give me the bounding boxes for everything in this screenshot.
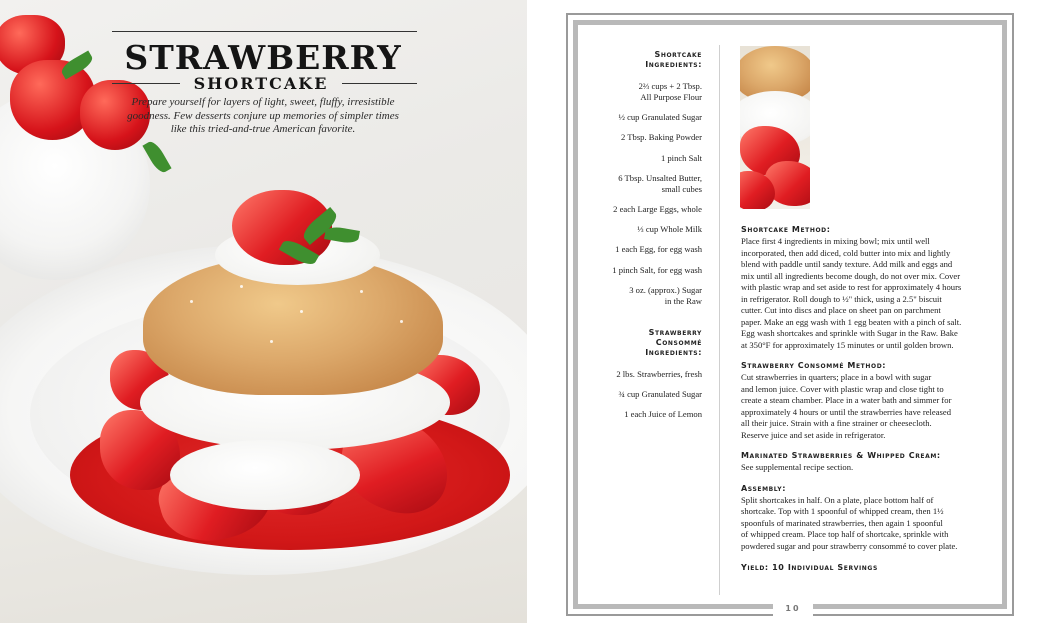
method-line: approximately 4 hours or until the strawberries have released [741,406,951,417]
method-heading: Strawberry Consommé Method: [741,361,887,370]
method-line: cutter. Cut into discs and place on sheet pan on parchment [741,305,941,315]
ingredient-item [585,285,702,307]
method-line: of whipped cream. Place top half of shortcake, sprinkle with [741,529,949,539]
ingredient-item [585,265,702,276]
sugar-dust [270,340,273,343]
subtitle-left-rule [112,83,180,84]
method-line: See supplemental recipe section. [741,462,854,472]
method-line: mix until all ingredients become dough, do not over mix. Cover [741,270,961,281]
method-line: powdered sugar and pour strawberry consommé to cover plate. [741,540,958,551]
page-number: 10 [773,602,813,616]
method-line: with plastic wrap and set aside to rest for approximately 4 hours [741,282,962,292]
sugar-dust [360,290,363,293]
ingredient-line: ⅓ cup Whole Milk [637,224,702,235]
column-divider [719,45,720,595]
method-line: shortcake. Top with 1 spoonful of whipped cream, then 1½ [741,506,944,516]
method-line: Egg wash shortcakes and sprinkle with Sugar in the Raw. Bake [741,328,958,338]
ingredient-line: 3 oz. (approx.) Sugar [629,284,702,295]
subtitle-right-rule [342,83,417,84]
sugar-dust [240,285,243,288]
consomme-ingredients-list [585,369,702,420]
ingredient-item [585,81,702,103]
ingredients-column [585,50,702,429]
method-line: create a steam chamber. Place in a water bath and simmer for [741,395,952,405]
method-line: at 350°F for approximately 15 minutes or until golden brown. [741,339,954,350]
method-line: Place first 4 ingredients in mixing bowl; mix until well [741,236,930,246]
method-text [741,236,993,351]
ingredient-line: 6 Tbsp. Unsalted Butter, [618,172,702,183]
method-line: all their juice. Strain with a fine strainer or cheesecloth. [741,418,932,428]
ingredient-line: 2 Tbsp. Baking Powder [620,132,702,143]
recipe-title: STRAWBERRY [124,38,402,77]
method-line: in refrigerator. Roll dough to ½" thick, using a 2.5" biscuit [741,293,942,304]
method-line: blend with paddle until sandy texture. Add milk and eggs and [741,259,953,269]
method-text [741,495,993,553]
method-text [741,372,993,441]
ingredient-line: 1 pinch Salt, for egg wash [612,264,702,275]
ingredient-line: 1 each Egg, for egg wash [615,244,702,255]
ingredient-item [585,132,702,143]
method-line: and lemon juice. Cover with plastic wrap and close tight to [741,383,944,394]
method-column [741,225,993,574]
method-line: spoonfuls of marinated strawberries, then again 1 spoonful [741,517,943,528]
consomme-ingredients-heading: Strawberry Consommé Ingredients: [645,327,702,357]
shortcake-ingredients-list [585,81,702,307]
ingredient-item [585,204,702,215]
ingredient-line: in the Raw [664,295,702,306]
ingredient-line: 2 each Large Eggs, whole [613,203,702,214]
ingredient-line: 2⅔ cups + 2 Tbsp. [638,81,702,91]
ingredient-item [585,389,702,400]
ingredient-line: All Purpose Flour [640,92,702,102]
ingredient-line: ¾ cup Granulated Sugar [618,388,702,399]
yield-line: Yield: 10 Individual Servings [741,563,878,572]
method-line: Split shortcakes in half. On a plate, place bottom half of [741,494,934,505]
ingredient-line: 1 each Juice of Lemon [624,409,702,420]
title-top-rule [112,31,417,32]
method-heading: Assembly: [741,483,787,493]
recipe-intro: Prepare yourself for layers of light, sweet, fluffy, irresistible goodness. Few desserts conjure up memories of simpler times like this tried-and-true American favorite. [127,96,399,135]
method-line: paper. Make an egg wash with 1 egg beaten with a pinch of salt. [741,316,962,327]
whipped-cream-layer [170,440,360,510]
ingredient-item [585,244,702,255]
method-line: Cut strawberries in quarters; place in a bowl with sugar [741,372,932,382]
method-heading: Shortcake Method: [741,225,831,234]
method-line: Reserve juice and set aside in refrigerator. [741,429,886,440]
ingredient-item [585,173,702,195]
ingredient-line: 2 lbs. Strawberries, fresh [616,368,702,379]
sugar-dust [300,310,303,313]
recipe-subtitle: SHORTCAKE [193,74,329,93]
method-heading: Marinated Strawberries & Whipped Cream: [741,451,941,460]
ingredient-item [585,409,702,420]
ingredient-item [585,112,702,123]
sugar-dust [400,320,403,323]
method-line: incorporated, then add diced, cold butter into mix and lightly [741,247,951,258]
method-text [741,462,993,474]
ingredient-item [585,153,702,164]
ingredient-line: ½ cup Granulated Sugar [618,112,702,123]
shortcake-ingredients-heading: Shortcake Ingredients: [645,50,702,69]
recipe-thumbnail [740,46,810,209]
ingredient-item [585,369,702,380]
ingredient-item [585,224,702,235]
ingredient-line: 1 pinch Salt [660,152,702,163]
sugar-dust [190,300,193,303]
ingredient-line: small cubes [661,183,702,194]
